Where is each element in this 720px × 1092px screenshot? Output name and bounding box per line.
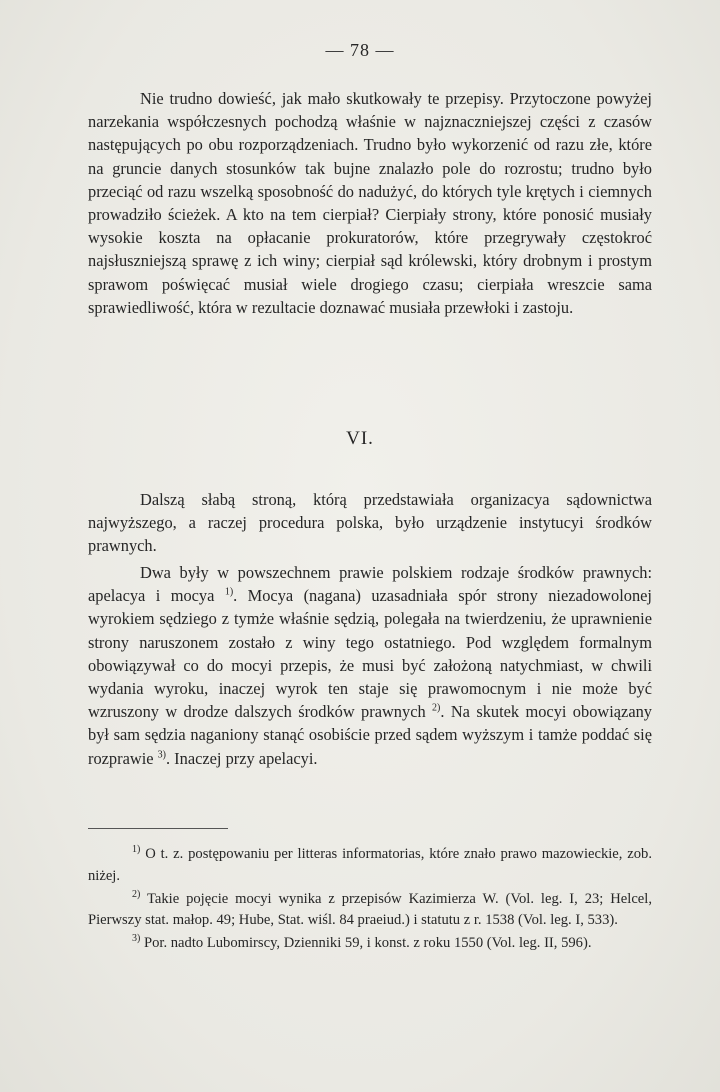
footnote-marker: 2) [132, 888, 141, 900]
page-number: — 78 — [325, 40, 395, 60]
body-paragraph-3 [88, 561, 652, 770]
paragraph-text: Dalszą słabą stroną, którą przedstawiała organizacya sądownictwa najwyższego, a raczej procedura polska, było urządzenie instytucyi środków prawnych. [88, 490, 652, 556]
footnote-ref-1: 1) [224, 586, 234, 598]
footnote-text: Por. nadto Lubomirscy, Dzienniki 59, i konst. z roku 1550 (Vol. leg. II, 596). [144, 935, 592, 952]
footnote-ref-3: 3) [157, 749, 166, 761]
footnote-1 [88, 844, 652, 888]
footnote-marker: 1) [132, 844, 141, 856]
footnote-marker: 3) [132, 933, 141, 945]
footnote-2 [88, 889, 652, 933]
footnote-ref-2: 2) [432, 702, 441, 714]
paragraph-segment: . Mocya (nagana) uzasadniała spór strony niezadowolonej wyrokiem sędziego z tymże właśnie sędzią, polegała na twierdzeniu, że uprawnienie strony naruszonem zostało z winy tego ostatniego. Pod względem formalnym obowiązywał co do mocyi przepis, że musi być założoną natychmiast, w chwili wydania wyroku, inaczej wyrok ten staje się prawomocnym i nie może być wzruszony w drodze dalszych środków prawnych [88, 586, 652, 722]
paragraph-text [88, 561, 652, 770]
body-paragraph-2 [88, 488, 652, 558]
paragraph-text: Nie trudno dowieść, jak mało skutkowały te przepisy. Przytoczone powyżej narzekania współczesnych pochodzą właśnie w najznaczniejszej części z czasów następujących po obu rozporządzeniach. Trudno było wykorzenić od razu złe, które na gruncie danych stosunków tak bujne znalazło pole do rozrostu; trudno było przeciąć od razu wszelką sposobność do nadużyć, do których tyle krętych i ciemnych prowadziło ścieżek. A kto na tem cierpiał? Cierpiały strony, które ponosić musiały wysokie koszta na opłacanie prokuratorów, które przegrywały częstokroć najsłuszniejszą sprawę z ich winy; cierpiał sąd królewski, który drobnym i prostym sprawom poświęcać musiał wiele drogiego czasu; cierpiała wreszcie sama sprawiedliwość, która w rezultacie doznawać musiała przewłoki i zastoju. [88, 89, 652, 317]
section-heading: VI. [346, 428, 374, 449]
footnote-3 [88, 933, 652, 955]
footnote-text: O t. z. postępowaniu per litteras informatorias, które znało prawo mazowieckie, zob. niżej. [88, 846, 652, 884]
paragraph-segment: . Inaczej przy apelacyi. [165, 748, 318, 768]
paragraph-segment: . Na skutek mocyi obowiązany był sam sędzia naganiony stanąć osobiście przed sądem wyższym i tamże poddać się rozprawie [88, 702, 652, 768]
footnote-text: Takie pojęcie mocyi wynika z przepisów Kazimierza W. (Vol. leg. I, 23; Helcel, Pierwszy stat. małop. 49; Hube, Stat. wiśl. 84 praeiud.) i statutu z r. 1538 (Vol. leg. I, 533). [88, 890, 652, 929]
footnotes [88, 844, 652, 956]
paragraph-segment: Dwa były w powszechnem prawie polskiem rodzaje środków prawnych: apelacya i mocya [88, 563, 652, 606]
body-paragraph-1 [88, 87, 652, 319]
footnote-divider [88, 828, 228, 829]
